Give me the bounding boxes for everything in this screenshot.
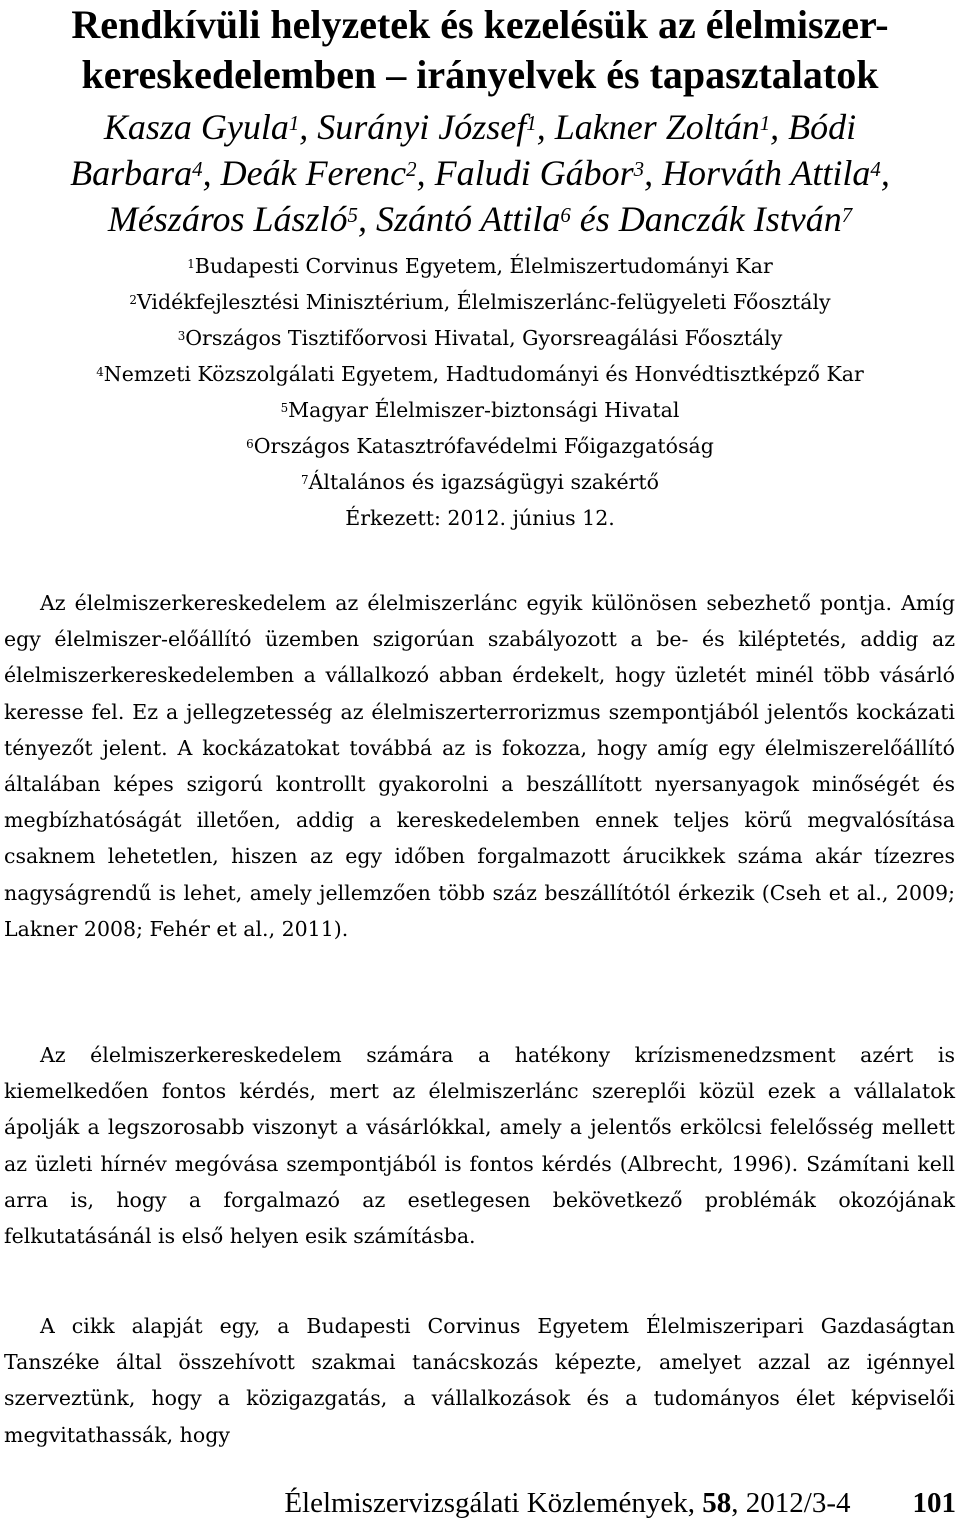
author-name: Mészáros László bbox=[107, 199, 348, 239]
title-line-2: kereskedelemben – irányelvek és tapasztalatok bbox=[81, 52, 879, 97]
affiliation-1: $^1$Budapesti Corvinus Egyetem, Élelmiszertudományi Kar bbox=[187, 254, 773, 278]
author-affil-ref: 7 bbox=[841, 202, 853, 227]
author-separator: és bbox=[570, 199, 619, 239]
author-affil-ref: 1 bbox=[759, 110, 771, 135]
affiliation-5: $^5$Magyar Élelmiszer-biztonsági Hivatal bbox=[280, 398, 680, 422]
author-line-3 bbox=[0, 196, 960, 242]
author-separator: , bbox=[770, 107, 789, 147]
author-affil-ref: 1 bbox=[288, 110, 300, 135]
body-paragraph-2: Az élelmiszerkereskedelem számára a hatékony krízismenedzsment azért is kiemelkedően fontos kérdés, mert az élelmiszerlánc szereplői közül ezek a vállalatok ápolják a legszorosabb viszonyt a vásárlókkal, amely a jelentős erkölcsi felelősség mellett az üzleti hírnév megóvása szempontjából is fontos kérdés (Albrecht, 1996). Számítani kell arra is, hogy a forgalmazó az esetlegesen bekövetkező problémák okozójának felkutatásánál is első helyen esik számításba. bbox=[4, 1043, 955, 1249]
author-separator: , bbox=[357, 199, 376, 239]
affiliation-4: $^4$Nemzeti Közszolgálati Egyetem, Hadtudományi és Honvédtisztképző Kar bbox=[96, 362, 864, 386]
page-number: 101 bbox=[912, 1487, 956, 1519]
page-footer bbox=[0, 1486, 956, 1520]
journal-citation bbox=[284, 1487, 850, 1519]
author-name-part: Barbara bbox=[70, 153, 193, 193]
author-name: Szántó Attila bbox=[375, 199, 561, 239]
author-separator: , bbox=[644, 153, 663, 193]
author-name: Deák Ferenc bbox=[220, 153, 407, 193]
author-name: Lakner Zoltán bbox=[554, 107, 760, 147]
author-separator: , bbox=[536, 107, 555, 147]
affiliation-list bbox=[0, 248, 960, 536]
author-affil-ref: 2 bbox=[406, 156, 417, 181]
author-list bbox=[0, 104, 960, 242]
author-line-1 bbox=[0, 104, 960, 150]
author-name: Kasza Gyula bbox=[103, 107, 289, 147]
author-name: Horváth Attila bbox=[662, 153, 871, 193]
journal-name: Élelmiszervizsgálati Közlemények, bbox=[284, 1487, 703, 1519]
author-separator: , bbox=[299, 107, 318, 147]
body-paragraph-1: Az élelmiszerkereskedelem az élelmiszerlánc egyik különösen sebezhető pontja. Amíg egy élelmiszer-előállító üzemben szigorúan szabályozott a be- és kiléptetés, addig az élelmiszerkereskedelemben a vállalkozó abban érdekelt, hogy üzletét minél több vásárló keresse fel. Ez a jellegzetesség az élelmiszerterrorizmus szempontjából jelentős kockázati tényezőt jelent. A kockázatokat továbbá az is fokozza, hogy amíg egy élelmiszerelőállító általában képes szigorú kontrollt gyakorolni a beszállított nyersanyagok minőségét és megbízhatóságát illetően, addig a kereskedelemben ennek teljes körű megvalósítása csaknem lehetetlen, hiszen az egy időben forgalmazott árucikkek száma akár tízezres nagyságrendű is lehet, amely jellemzően több száz beszállítótól érkezik (Cseh et al., 2009; Lakner 2008; Fehér et al., 2011). bbox=[4, 591, 955, 941]
author-affil-ref: 4 bbox=[192, 156, 203, 181]
author-affil-ref: 3 bbox=[633, 156, 645, 181]
affiliation-6: $^6$Országos Katasztrófavédelmi Főigazgatóság bbox=[246, 434, 714, 458]
author-affil-ref: 5 bbox=[347, 202, 358, 227]
author-affil-ref: 4 bbox=[870, 156, 881, 181]
journal-volume: 58 bbox=[702, 1487, 732, 1519]
title-line-1: Rendkívüli helyzetek és kezelésük az élelmiszer- bbox=[71, 2, 889, 47]
author-affil-ref: 1 bbox=[526, 110, 537, 135]
author-name: Surányi József bbox=[317, 107, 527, 147]
author-separator: , bbox=[202, 153, 221, 193]
received-date: Érkezett: 2012. június 12. bbox=[345, 506, 615, 530]
affiliation-7: $^7$Általános és igazságügyi szakértő bbox=[301, 470, 659, 494]
affiliation-2: $^2$Vidékfejlesztési Minisztérium, Élelmiszerlánc-felügyeleti Főosztály bbox=[129, 290, 831, 314]
article-title bbox=[0, 0, 960, 100]
body-paragraph-3: A cikk alapját egy, a Budapesti Corvinus Egyetem Élelmiszeripari Gazdaságtan Tanszéke által összehívott szakmai tanácskozás képezte, amelyet azzal az igénnyel szerveztünk, hogy a közigazgatás, a vállalkozások és a tudományos élet képviselői megvitathassák, hogy bbox=[4, 1314, 955, 1447]
journal-issue: , 2012/3-4 bbox=[731, 1487, 851, 1519]
author-line-2: Barbara$^4$, Deák Ferenc$^2$, Faludi Gábor$^3$, Horváth Attila$^4$, bbox=[70, 153, 890, 193]
affiliation-3: $^3$Országos Tisztifőorvosi Hivatal, Gyorsreagálási Főosztály bbox=[177, 326, 783, 350]
author-name: Danczák István bbox=[618, 199, 842, 239]
author-name-part: Bódi bbox=[788, 107, 857, 147]
author-affil-ref: 6 bbox=[560, 202, 571, 227]
author-name: Faludi Gábor bbox=[434, 153, 634, 193]
author-separator: , bbox=[416, 153, 435, 193]
